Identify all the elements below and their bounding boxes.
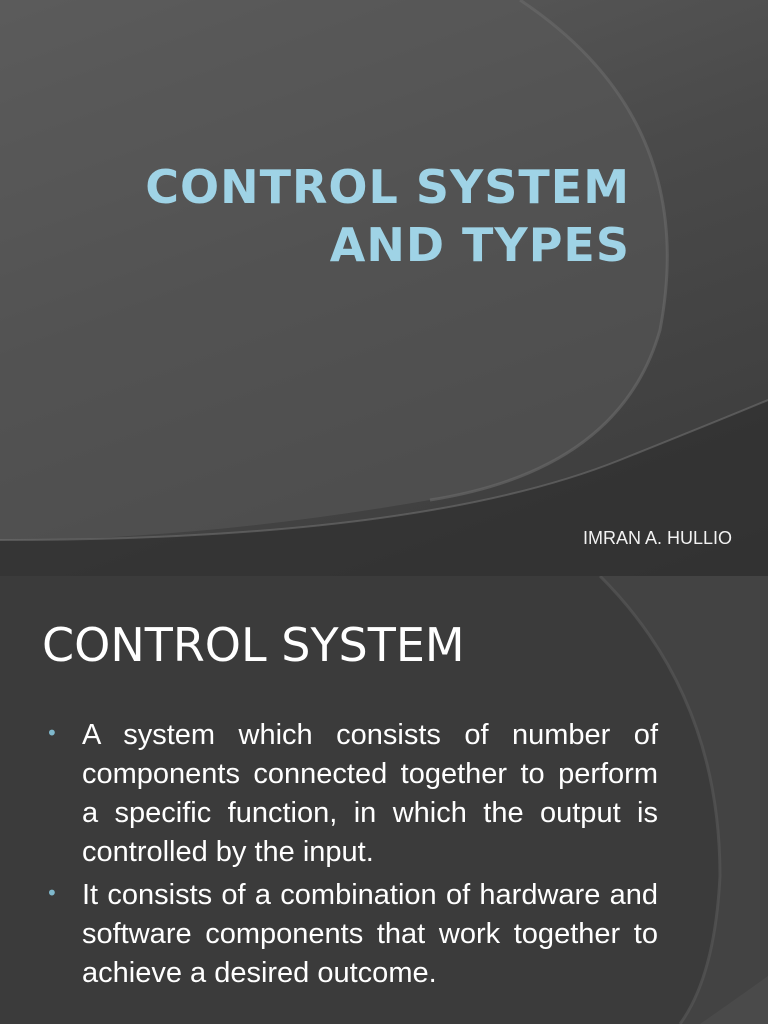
slide-title-line-1: CONTROL SYSTEM: [145, 160, 630, 214]
bullet-text: A system which consists of number of components connected together to perform a specific function, in which the output is controlled by the input.: [82, 719, 658, 868]
bullet-text: It consists of a combination of hardware and software components that work together to achieve a desired outcome.: [82, 879, 658, 989]
slide-title-line-2: AND TYPES: [329, 218, 630, 272]
author-subtitle: IMRAN A. HULLIO: [582, 528, 732, 548]
list-item: [44, 716, 658, 872]
slide-title: [145, 158, 630, 274]
bullet-icon: •: [46, 721, 58, 745]
list-item: [44, 876, 658, 993]
bullet-list: [44, 716, 658, 997]
bullet-icon: •: [46, 881, 58, 905]
content-slide-title: CONTROL SYSTEM: [42, 618, 465, 672]
